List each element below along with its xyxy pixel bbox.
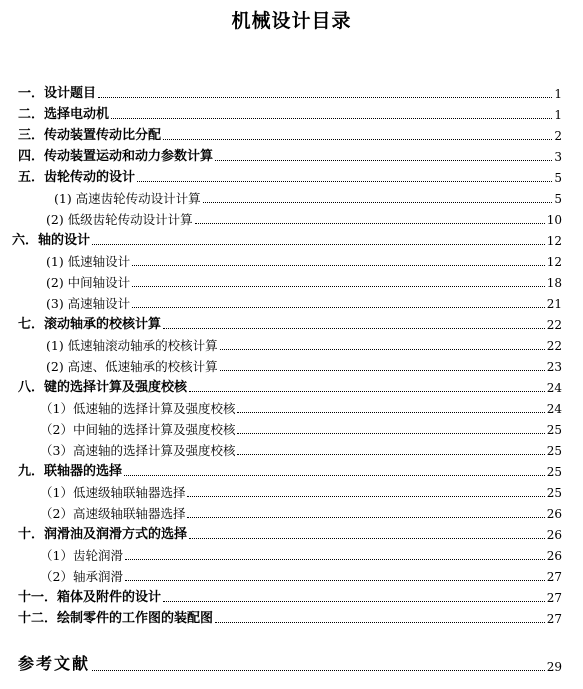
toc-entry[interactable] [18, 164, 562, 185]
toc-entry-page: 27 [546, 612, 562, 626]
toc-entry-page: 27 [546, 591, 562, 605]
toc-entry[interactable] [46, 290, 562, 311]
dot-leader [237, 433, 544, 434]
toc-entry[interactable] [18, 101, 562, 122]
toc-entry-label: （2）轴承润滑 [40, 569, 123, 584]
toc-entry-label: 四．传动装置运动和动力参数计算 [18, 149, 214, 164]
toc-entry-label: 六．轴的设计 [12, 233, 91, 248]
toc-entry-label: (1) 高速齿轮传动设计计算 [54, 191, 201, 206]
toc-entry[interactable] [46, 206, 562, 227]
toc-entry-page: 25 [546, 486, 562, 500]
toc-entry[interactable] [18, 458, 562, 479]
dot-leader [92, 670, 545, 671]
toc-entry-page: 25 [546, 423, 562, 437]
toc-entry-page: 29 [546, 660, 562, 674]
dot-leader [215, 622, 545, 623]
toc-entry-page: 22 [546, 339, 562, 353]
toc-entry-label: (1) 低速轴滚动轴承的校核计算 [46, 338, 218, 353]
toc-entry-label: (2) 低级齿轮传动设计计算 [46, 212, 193, 227]
dot-leader [132, 265, 545, 266]
dot-leader [220, 370, 545, 371]
toc-entry-label: 五．齿轮传动的设计 [18, 170, 136, 185]
toc-entry[interactable] [40, 500, 562, 521]
dot-leader [124, 475, 545, 476]
toc-entry-label: 十一．箱体及附件的设计 [18, 590, 162, 605]
toc-entry-label: （3）高速轴的选择计算及强度校核 [40, 443, 236, 458]
toc-entry[interactable] [40, 416, 562, 437]
toc-entry[interactable] [18, 584, 562, 605]
dot-leader [237, 454, 544, 455]
toc-entry-label: （2）中间轴的选择计算及强度校核 [40, 422, 236, 437]
toc-entry-page: 2 [554, 129, 562, 143]
dot-leader [187, 517, 544, 518]
toc-entry-label: 十二．绘制零件的工作图的装配图 [18, 611, 214, 626]
toc-entry-page: 12 [546, 255, 562, 269]
toc-entry-page: 25 [546, 444, 562, 458]
toc-entry-page: 26 [546, 507, 562, 521]
toc-entry-label: 十．润滑油及润滑方式的选择 [18, 527, 188, 542]
dot-leader [92, 244, 545, 245]
toc-entry[interactable] [46, 332, 562, 353]
toc-entry-page: 18 [546, 276, 562, 290]
toc-entry-page: 3 [554, 150, 562, 164]
toc-entry-label: 九．联轴器的选择 [18, 464, 123, 479]
toc-entry[interactable] [18, 143, 562, 164]
toc-entry-label: 八．键的选择计算及强度校核 [18, 380, 188, 395]
toc-entry-page: 1 [554, 108, 562, 122]
toc-entry-page: 24 [546, 402, 562, 416]
toc-entry-label: 七．滚动轴承的校核计算 [18, 317, 162, 332]
toc-entry-page: 27 [546, 570, 562, 584]
dot-leader [220, 349, 545, 350]
toc-entry-label: 一．设计题目 [18, 86, 97, 101]
toc-entry-label: 二．选择电动机 [18, 107, 110, 122]
toc-entry-label: （2）高速级轴联轴器选择 [40, 506, 186, 521]
toc-entry-page: 22 [546, 318, 562, 332]
toc-entry-label: （1）齿轮润滑 [40, 548, 123, 563]
toc-entry-page: 5 [554, 192, 562, 206]
dot-leader [163, 328, 545, 329]
dot-leader [132, 307, 545, 308]
toc-entry-label: (3) 高速轴设计 [46, 296, 131, 311]
toc-entry[interactable] [46, 353, 562, 374]
toc-entry-page: 26 [546, 549, 562, 563]
dot-leader [137, 181, 552, 182]
dot-leader [189, 538, 545, 539]
toc-entry[interactable] [46, 269, 562, 290]
toc-entry-page: 23 [546, 360, 562, 374]
toc-entry-page: 5 [554, 171, 562, 185]
dot-leader [189, 391, 545, 392]
toc-entry-label: (2) 中间轴设计 [46, 275, 131, 290]
toc-entry[interactable] [12, 227, 562, 248]
toc-entry-label: （1）低速级轴联轴器选择 [40, 485, 186, 500]
toc-entry[interactable] [54, 185, 562, 206]
toc-entry[interactable] [40, 395, 562, 416]
toc-entry-page: 25 [546, 465, 562, 479]
toc-entry[interactable] [40, 563, 562, 584]
dot-leader [163, 139, 552, 140]
dot-leader [195, 223, 545, 224]
toc-entry-page: 1 [554, 87, 562, 101]
toc-entry-page: 24 [546, 381, 562, 395]
toc-entry-label: 参考文献 [18, 654, 91, 673]
toc-entry[interactable] [18, 374, 562, 395]
dot-leader [132, 286, 545, 287]
dot-leader [215, 160, 552, 161]
toc-entry-label: (1) 低速轴设计 [46, 254, 131, 269]
dot-leader [237, 412, 544, 413]
toc-entry[interactable] [40, 437, 562, 458]
dot-leader [203, 202, 553, 203]
dot-leader [163, 601, 545, 602]
toc-entry[interactable] [40, 479, 562, 500]
toc-entry[interactable] [40, 542, 562, 563]
dot-leader [98, 97, 552, 98]
toc-entry-page: 12 [546, 234, 562, 248]
toc-entry-page: 26 [546, 528, 562, 542]
page-title: 机械设计目录 [231, 10, 352, 32]
toc-entry-page: 10 [546, 213, 562, 227]
toc-entry-label: （1）低速轴的选择计算及强度校核 [40, 401, 236, 416]
toc-entry[interactable] [18, 521, 562, 542]
toc-entry[interactable] [18, 122, 562, 143]
dot-leader [111, 118, 552, 119]
toc-entry-references[interactable] [18, 650, 562, 674]
toc-entry-label: (2) 高速、低速轴承的校核计算 [46, 359, 218, 374]
dot-leader [187, 496, 544, 497]
toc-entry[interactable] [46, 248, 562, 269]
toc-entry[interactable] [18, 311, 562, 332]
toc-entry-label: 三．传动装置传动比分配 [18, 128, 162, 143]
toc-entry[interactable] [18, 605, 562, 626]
dot-leader [125, 580, 545, 581]
dot-leader [125, 559, 545, 560]
toc-entry[interactable] [18, 80, 562, 101]
toc-entry-page: 21 [546, 297, 562, 311]
